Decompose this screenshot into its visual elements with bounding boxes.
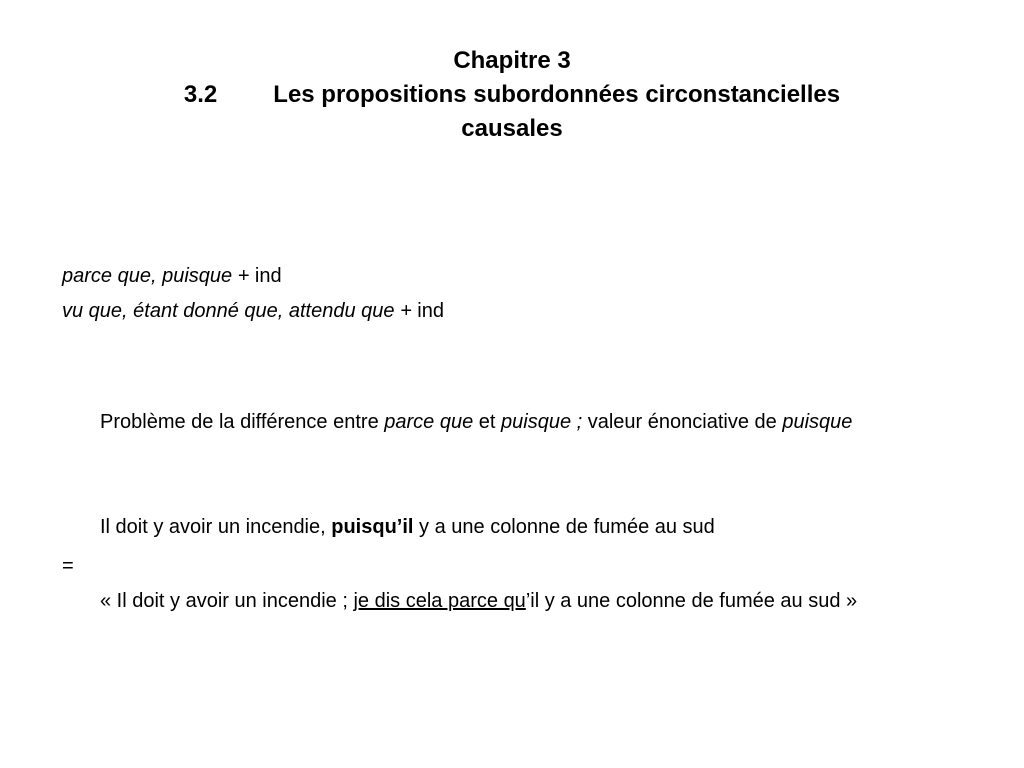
section-title: Les propositions subordonnées circonstancielles	[273, 81, 841, 108]
formula-mood: ind	[249, 265, 282, 287]
problem-term-parce-que: parce que	[384, 411, 474, 433]
problem-paragraph	[100, 407, 950, 437]
paraphrase-sentence	[100, 586, 950, 616]
paraphrase-text: ’il y a une colonne de fumée au sud »	[525, 590, 858, 612]
formula-conjunctions: parce que, puisque +	[62, 265, 250, 287]
problem-term-puisque: puisque ;	[501, 411, 583, 433]
formula-conjunctions: vu que, étant donné que, attendu que +	[62, 300, 412, 322]
problem-text: Problème de la différence entre	[100, 411, 385, 433]
example-text: y a une colonne de fumée au sud	[413, 516, 715, 538]
section-number: 3.2	[183, 81, 218, 108]
slide-title	[60, 44, 964, 146]
equals-sign: =	[62, 555, 74, 577]
example-emphasis: puisqu’il	[331, 516, 414, 538]
example-sentence	[100, 512, 950, 542]
example-text: Il doit y avoir un incendie,	[100, 516, 332, 538]
problem-term-puisque: puisque	[782, 411, 853, 433]
formula-line-2	[62, 298, 444, 324]
paraphrase-underlined: je dis cela parce qu	[353, 590, 526, 612]
formula-line-1	[62, 263, 282, 289]
formula-mood: ind	[411, 300, 444, 322]
section-heading	[60, 78, 964, 112]
problem-text: valeur énonciative de	[582, 411, 783, 433]
paraphrase-text: « Il doit y avoir un incendie ;	[100, 590, 354, 612]
chapter-heading: Chapitre 3	[453, 47, 571, 74]
section-title-continued: causales	[461, 115, 563, 142]
problem-text: et	[473, 411, 502, 433]
